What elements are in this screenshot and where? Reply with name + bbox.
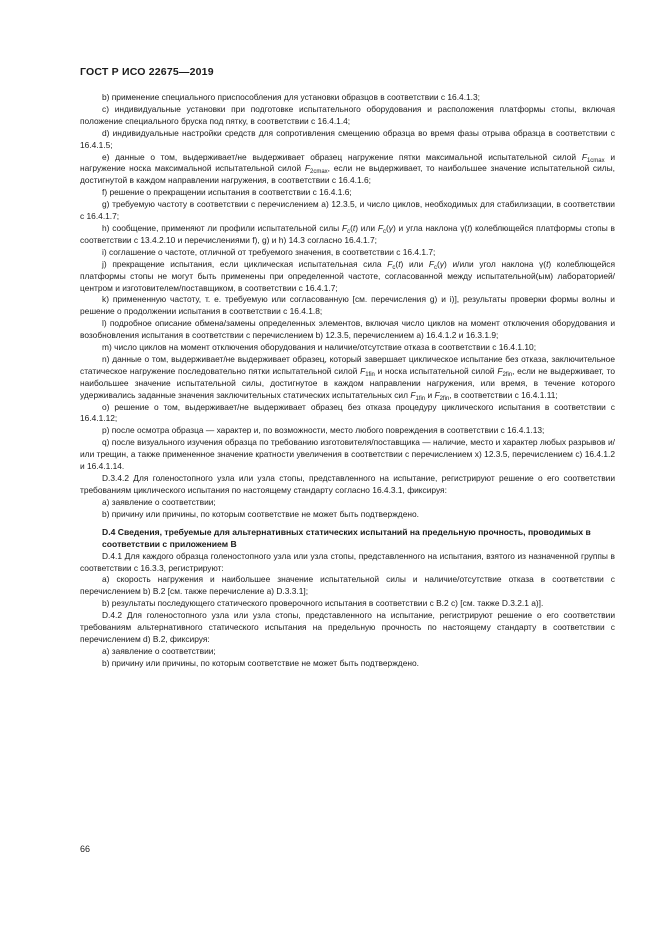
- paragraph: k) примененную частоту, т. е. требуемую или согласованную [см. перечисления g) и i)], результаты проверки формы волны и решение о продолжении испытания в соответствии с 16.4.1.8;: [80, 294, 615, 317]
- paragraph: D.4.1 Для каждого образца голеностопного узла или узла стопы, представленного на испытания, взятого из назначенной группы в соответствии с 16.3.3, регистрируют:: [80, 550, 615, 573]
- paragraph: m) число циклов на момент отключения оборудования и наличие/отсутствие отказа в соответствии с 16.4.1.10;: [102, 342, 537, 353]
- paragraph: b) причину или причины, по которым соответствие не может быть подтверждено.: [102, 657, 419, 668]
- paragraph: i) соглашение о частоте, отличной от требуемого значения, в соответствии с 16.4.1.7;: [102, 246, 436, 257]
- paragraph: g) требуемую частоту в соответствии с перечислением a) 12.3.5, и число циклов, необходимых для стабилизации, в соответствии с 16.4.1.7;: [80, 199, 615, 222]
- paragraph: D.4.2 Для голеностопного узла или узла стопы, представленного на испытание, регистрируют решение о его соответствии требованиям альтернативного статического испытания на предельную прочность по настоящему стандарту в соответствии с перечислением d) B.2, фиксируя:: [80, 610, 615, 644]
- paragraph: a) заявление о соответствии;: [102, 645, 216, 656]
- paragraph: n) данные о том, выдерживает/не выдерживает образец, который завершает циклическое испытание без отказа, заключительное статическое нагружение последовательно пятки испытательной силой $F_{1fin}$ и носка испытательной силой $F_{2fin}$, если не выдерживает, то наибольшее значение испытательной силы, достигнутое в каждом направлении нагружения, или время, в течение которого удерживались заданные значения заключительных статических испытательных сил $F_{1fin}$ и $F_{2fin}$, в соответствии с 16.4.1.11;: [80, 353, 615, 402]
- paragraph: q) после визуального изучения образца по требованию изготовителя/поставщика — наличие, место и характер любых разрывов и/или трещин, а также примененное значение кратности увеличения в соответствии с перечислением x) 12.3.5, перечислением c) 16.4.1.2 и 16.4.1.14.: [80, 437, 615, 472]
- paragraph: a) заявление о соответствии;: [102, 496, 216, 507]
- page-number: 66: [80, 844, 91, 854]
- paragraph: e) данные о том, выдерживает/не выдерживает образец нагружение пятки максимальной испытательной силой $F_{1cmax}$ и нагружение носка максимальной испытательной силой $F_{2cmax}$, если не выдерживает, то наибольшее значение испытательной силы, достигнутой в каждом направлении нагружения, в соответствии с 16.4.1.6;: [80, 151, 615, 186]
- paragraph: p) после осмотра образца — характер и, по возможности, место любого повреждения в соответствии с 16.4.1.13;: [102, 425, 545, 436]
- paragraph: b) причину или причины, по которым соответствие не может быть подтверждено.: [102, 508, 419, 519]
- paragraph: d) индивидуальные настройки средств для сопротивления смещению образца во время фазы отрыва образца в соответствии с 16.4.1.5;: [80, 127, 615, 150]
- paragraph: j) прекращение испытания, если циклическая испытательная сила $F_c(t)$ или $F_c(\gamma)$ и/или угол наклона γ(t) колеблющейся платформы стопы не могут быть применены при определенной частоте, согласованной между испытательной(ым) лабораторией/центром и изготовителем/поставщиком, в соответствии с 16.4.1.7;: [80, 258, 615, 293]
- document-header: ГОСТ Р ИСО 22675—2019: [80, 66, 214, 78]
- paragraph: l) подробное описание обмена/замены определенных элементов, включая число циклов на момент отключения оборудования и возобновления испытания в соответствии с перечислением b) 12.3.5, перечислением a) 16.4.1.2 и 16.3.1.9;: [80, 318, 615, 341]
- paragraph: a) скорость нагружения и наибольшее значение испытательной силы и наличие/отсутствие отказа в соответствии с перечислением b) B.2 [см. также перечисление a) D.3.3.1];: [80, 574, 615, 597]
- section-title: D.4 Сведения, требуемые для альтернативных статических испытаний на предельную прочность, проводимых в соответствии с приложением B: [102, 526, 591, 549]
- paragraph: o) решение о том, выдерживает/не выдерживает образец без отказа процедуру циклического испытания в соответствии с 16.4.1.12;: [80, 401, 615, 424]
- paragraph: D.3.4.2 Для голеностопного узла или узла стопы, представленного на испытание, регистрируют решение о его соответствии требованиям циклического испытания по настоящему стандарту согласно 16.4.3.1, фиксируя:: [80, 473, 615, 495]
- paragraph: c) индивидуальные установки при подготовке испытательного оборудования и расположения платформы стопы, включая положение специального бруска под пятку, в соответствии с 16.4.1.4;: [80, 103, 615, 126]
- document-body: [80, 92, 615, 670]
- paragraph: h) сообщение, применяют ли профили испытательной силы $F_c(t)$ или $F_c(\gamma)$ и угла наклона γ(t) колеблющейся платформы стопы в соответствии с 13.4.2.10 и перечислениями f), g) и h) 14.3 согласно 16.4.1.7;: [80, 222, 615, 245]
- paragraph: b) применение специального приспособления для установки образцов в соответствии с 16.4.1.3;: [102, 92, 480, 102]
- paragraph: f) решение о прекращении испытания в соответствии с 16.4.1.6;: [102, 187, 352, 198]
- paragraph: b) результаты последующего статического проверочного испытания в соответствии с B.2 c) [см. также D.3.2.1 a)].: [102, 598, 544, 609]
